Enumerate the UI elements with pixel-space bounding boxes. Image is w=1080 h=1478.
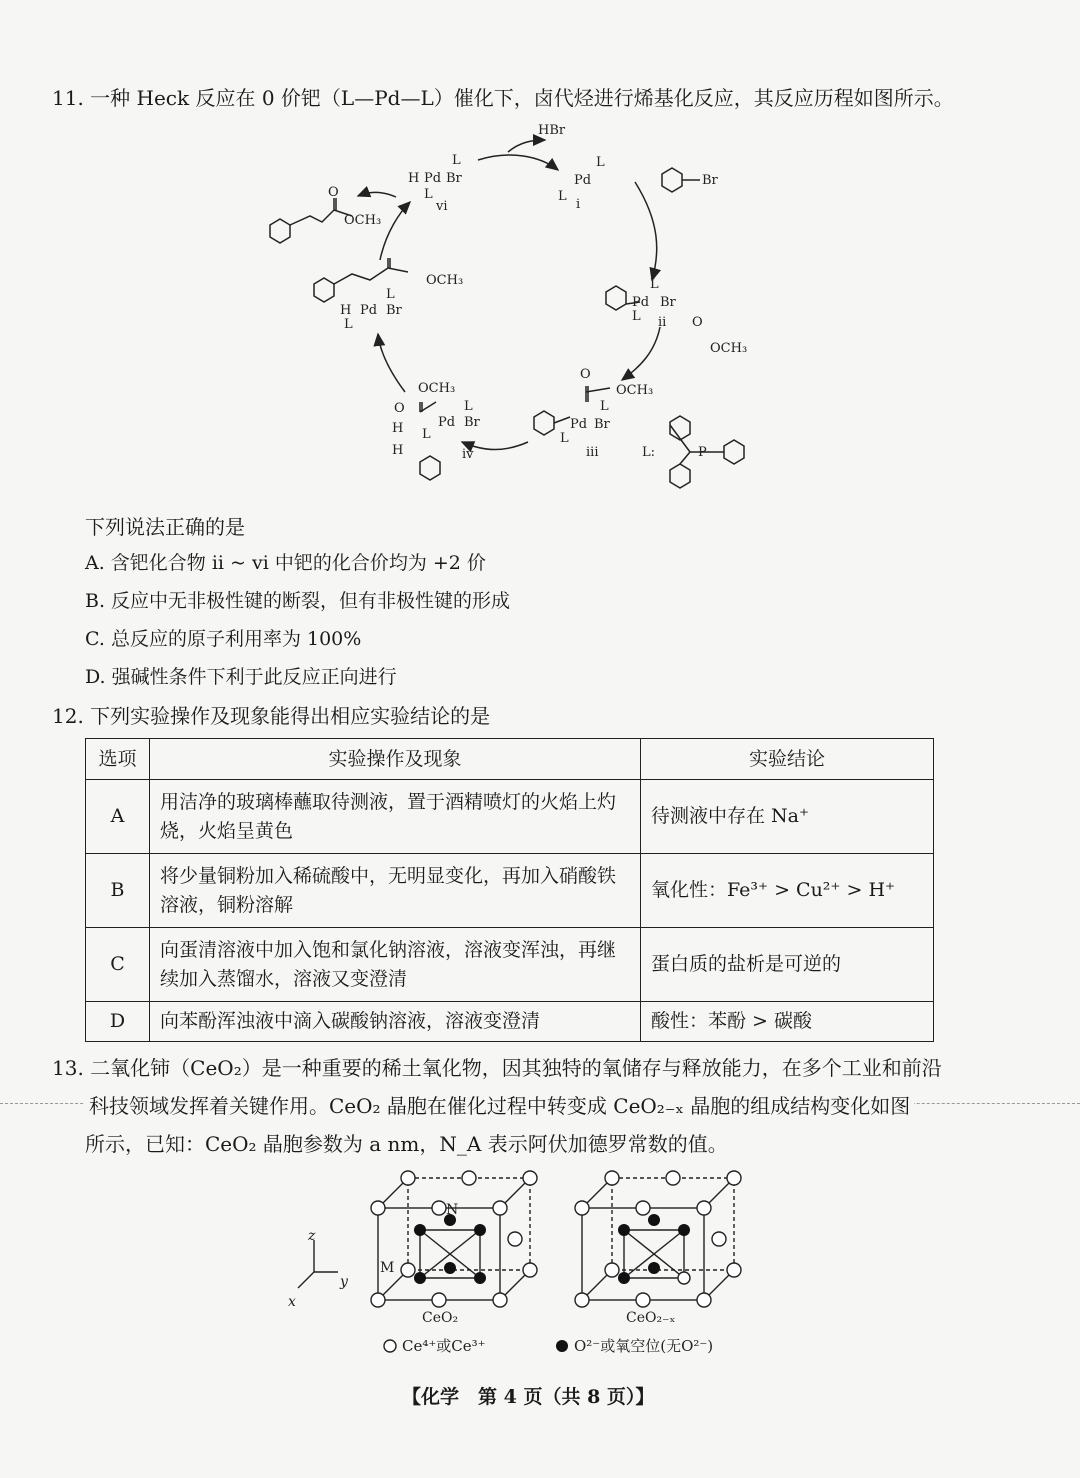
label-iii: iii <box>586 445 599 460</box>
q13-line2: 科技领域发挥着关键作用。CeO₂ 晶胞在催化过程中转变成 CeO₂₋ₓ 晶胞的组成结构变化如图 <box>85 1092 914 1120</box>
svg-text:L: L <box>650 277 659 292</box>
svg-text:OCH₃: OCH₃ <box>426 273 464 288</box>
svg-text:H: H <box>408 171 420 186</box>
benzene-ring-v <box>314 278 334 302</box>
arrow-v-to-vi <box>380 202 410 260</box>
table-row[interactable] <box>86 854 934 928</box>
page-footer: 【化学 第 4 页（共 8 页）】 <box>402 1386 655 1408</box>
q12-stem: 12. 下列实验操作及现象能得出相应实验结论的是 <box>52 704 491 728</box>
svg-text:Br: Br <box>660 295 676 310</box>
svg-text:Pd: Pd <box>360 303 378 318</box>
table-row[interactable] <box>86 1002 934 1042</box>
ceo2-caption: CeO₂ <box>422 1310 459 1326</box>
row-option: B <box>86 854 150 928</box>
axis-y-label: y <box>340 1274 348 1290</box>
benzene-ring-ligand-right <box>724 440 744 464</box>
heck-mechanism-diagram <box>240 112 780 502</box>
row-operation: 向蛋清溶液中加入饱和氯化钠溶液，溶液变浑浊，再继续加入蒸馏水，溶液又变澄清 <box>150 928 641 1002</box>
svg-text:O: O <box>692 315 703 330</box>
cation-atoms <box>371 1171 741 1307</box>
svg-text:Pd: Pd <box>424 171 442 186</box>
svg-text:L: L <box>632 309 641 324</box>
header-conclusion: 实验结论 <box>641 739 934 780</box>
row-operation: 向苯酚浑浊液中滴入碳酸钠溶液，溶液变澄清 <box>150 1002 641 1042</box>
row-operation: 将少量铜粉加入稀硫酸中，无明显变化，再加入硝酸铁溶液，铜粉溶解 <box>150 854 641 928</box>
benzene-ring-ligand-bottom <box>670 464 690 488</box>
point-n-label: N <box>446 1202 459 1218</box>
svg-text:Br: Br <box>594 417 610 432</box>
oxygen-vacancy <box>678 1272 690 1284</box>
svg-text:OCH₃: OCH₃ <box>418 381 456 396</box>
q11-option-c[interactable]: C. 总反应的原子利用率为 100% <box>85 628 362 650</box>
row-conclusion: 酸性：苯酚 > 碳酸 <box>641 1002 934 1042</box>
svg-text:Pd: Pd <box>632 295 650 310</box>
svg-text:L: L <box>424 187 433 202</box>
legend-open-circle-icon <box>384 1340 396 1352</box>
svg-text:L: L <box>452 153 461 168</box>
row-conclusion: 蛋白质的盐析是可逆的 <box>641 928 934 1002</box>
svg-text:H: H <box>340 303 352 318</box>
q11-option-d[interactable]: D. 强碱性条件下利于此反应正向进行 <box>85 666 397 688</box>
hbr-label: HBr <box>538 123 566 138</box>
benzene-ring-iii <box>534 411 554 435</box>
table-row[interactable] <box>86 780 934 854</box>
svg-text:OCH₃: OCH₃ <box>616 383 654 398</box>
label-i: i <box>576 197 581 212</box>
legend-open-text: Ce⁴⁺或Ce³⁺ <box>402 1337 486 1355</box>
svg-text:Pd: Pd <box>574 173 592 188</box>
point-m-label: M <box>380 1260 395 1276</box>
product-och3: OCH₃ <box>344 213 382 228</box>
legend-filled-circle-icon <box>556 1340 568 1352</box>
svg-text:Br: Br <box>464 415 480 430</box>
q11-prompt: 下列说法正确的是 <box>85 515 245 539</box>
svg-text:Br: Br <box>386 303 402 318</box>
legend-filled-text: O²⁻或氧空位(无O²⁻) <box>574 1337 714 1355</box>
svg-text:Pd: Pd <box>570 417 588 432</box>
ceo2-cell <box>378 1178 530 1300</box>
bromobenzene-br: Br <box>702 173 718 188</box>
q13-line1: 13. 二氧化铈（CeO₂）是一种重要的稀土氧化物，因其独特的氧储存与释放能力，在多个工业和前沿 <box>52 1056 942 1080</box>
experiment-table <box>85 738 934 1042</box>
label-vi: vi <box>436 199 448 214</box>
arrow-iv-to-v <box>378 334 405 392</box>
ligand-p: P <box>698 445 707 460</box>
product-o: O <box>328 185 339 200</box>
axis-x-label: x <box>288 1294 296 1310</box>
svg-text:H: H <box>392 421 404 436</box>
row-conclusion: 待测液中存在 Na⁺ <box>641 780 934 854</box>
row-option: C <box>86 928 150 1002</box>
benzene-ring-product <box>270 219 290 243</box>
row-operation: 用洁净的玻璃棒蘸取待测液，置于酒精喷灯的火焰上灼烧，火焰呈黄色 <box>150 780 641 854</box>
table-header-row <box>86 739 934 780</box>
svg-text:O: O <box>394 401 405 416</box>
svg-text:OCH₃: OCH₃ <box>710 341 748 356</box>
arrow-ii-to-iii <box>622 327 660 380</box>
row-conclusion: 氧化性：Fe³⁺ > Cu²⁺ > H⁺ <box>641 854 934 928</box>
arrow-product-release <box>358 192 396 197</box>
svg-text:H: H <box>392 443 404 458</box>
ceo2-x-cell <box>582 1178 734 1300</box>
svg-text:L: L <box>600 399 609 414</box>
svg-text:L: L <box>464 399 473 414</box>
arrow-i-to-ii <box>635 182 657 280</box>
svg-text:L: L <box>558 189 567 204</box>
svg-text:L: L <box>596 155 605 170</box>
svg-text:L: L <box>560 431 569 446</box>
header-operation: 实验操作及现象 <box>150 739 641 780</box>
crystal-cells-diagram <box>280 1160 760 1360</box>
svg-text:Pd: Pd <box>438 415 456 430</box>
q11-option-a[interactable]: A. 含钯化合物 ii ~ vi 中钯的化合价均为 +2 价 <box>85 552 486 574</box>
arrow-hbr-release <box>508 140 545 152</box>
ceo2-x-caption: CeO₂₋ₓ <box>626 1310 676 1326</box>
benzene-ring-ii <box>606 286 626 310</box>
row-option: A <box>86 780 150 854</box>
ligand-legend: L: <box>642 445 656 460</box>
benzene-ring-iv <box>420 456 440 480</box>
table-row[interactable] <box>86 928 934 1002</box>
svg-text:L: L <box>422 427 431 442</box>
benzene-ring-bromobenzene <box>662 168 682 192</box>
q11-option-b[interactable]: B. 反应中无非极性键的断裂，但有非极性键的形成 <box>85 590 511 612</box>
axis-z-label: z <box>308 1228 316 1244</box>
header-option: 选项 <box>86 739 150 780</box>
svg-text:O: O <box>580 367 591 382</box>
row-option: D <box>86 1002 150 1042</box>
svg-text:L: L <box>386 287 395 302</box>
arrow-vi-to-i <box>478 155 558 170</box>
svg-text:L: L <box>344 317 353 332</box>
label-iv: iv <box>462 447 474 462</box>
q11-stem: 11. 一种 Heck 反应在 0 价钯（L—Pd—L）催化下，卤代烃进行烯基化反应，其反应历程如图所示。 <box>52 86 954 110</box>
label-ii: ii <box>658 315 667 330</box>
svg-text:Br: Br <box>446 171 462 186</box>
q13-line3: 所示，已知：CeO₂ 晶胞参数为 a nm，N_A 表示阿伏加德罗常数的值。 <box>85 1132 728 1156</box>
